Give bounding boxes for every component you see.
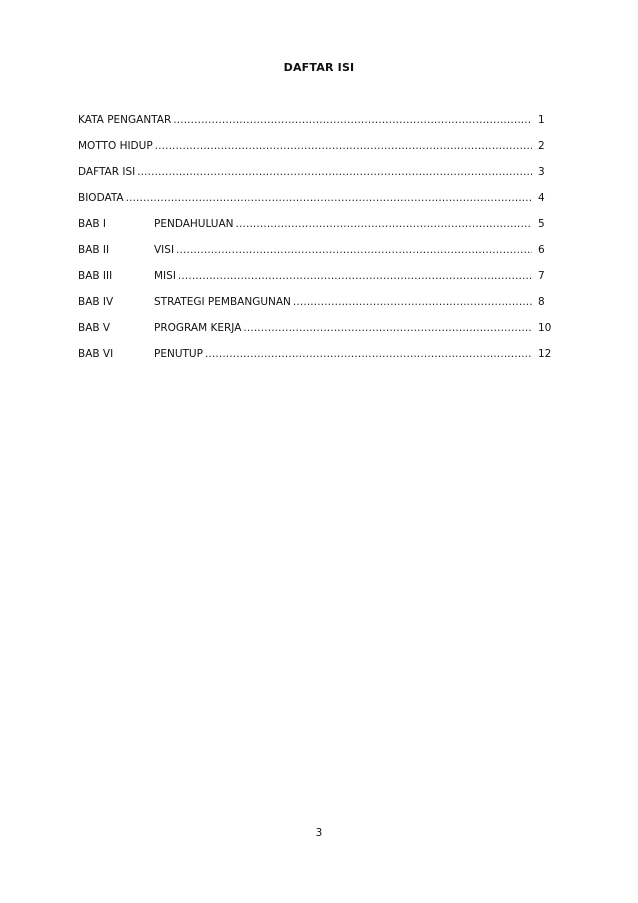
toc-entry-page: 2: [538, 140, 545, 152]
toc-entry-page: 1: [538, 114, 545, 126]
toc-entry-label: MOTTO HIDUP: [78, 140, 153, 152]
toc-entry-page: 7: [538, 270, 545, 282]
toc-entry-page: 6: [538, 244, 545, 256]
toc-entry-page: 10: [538, 322, 552, 334]
toc-entry-label: PENDAHULUAN: [154, 218, 234, 230]
dot-leader: [176, 242, 532, 258]
toc-entry-page: 5: [538, 218, 545, 230]
toc-entry-chapter: BAB IV: [78, 296, 114, 308]
dot-leader: [293, 294, 532, 310]
toc-entry-label: BIODATA: [78, 192, 124, 204]
toc-entry-chapter: BAB I: [78, 218, 107, 230]
dot-leader: [137, 164, 532, 180]
dot-leader: [173, 112, 532, 128]
toc-entry-label: MISI: [154, 270, 176, 282]
toc-entry-chapter: BAB V: [78, 322, 111, 334]
toc-entry-page: 8: [538, 296, 545, 308]
toc-entry-page: 3: [538, 166, 545, 178]
toc-entry-chapter: BAB III: [78, 270, 113, 282]
dot-leader: [243, 320, 532, 336]
toc-entry-chapter: BAB VI: [78, 348, 114, 360]
toc-entry-page: 12: [538, 348, 552, 360]
dot-leader: [178, 268, 532, 284]
dot-leader: [155, 138, 532, 154]
toc-entry-daftar-isi[interactable]: [78, 164, 558, 180]
toc-entry-bab-1[interactable]: [78, 216, 558, 232]
toc-entry-bab-4[interactable]: [78, 294, 558, 310]
toc-entry-page: 4: [538, 192, 545, 204]
page-number-footer: 3: [315, 827, 323, 839]
page-title: DAFTAR ISI: [283, 61, 355, 74]
dot-leader: [205, 346, 532, 362]
toc-entry-chapter: BAB II: [78, 244, 110, 256]
toc-entry-bab-2[interactable]: [78, 242, 558, 258]
dot-leader: [126, 190, 532, 206]
toc-entry-label: PROGRAM KERJA: [154, 322, 242, 334]
toc-entry-label: STRATEGI PEMBANGUNAN: [154, 296, 291, 308]
toc-entry-bab-5[interactable]: [78, 320, 558, 336]
toc-entry-label: DAFTAR ISI: [78, 166, 136, 178]
toc-entry-label: PENUTUP: [154, 348, 203, 360]
toc-entry-bab-6[interactable]: [78, 346, 558, 362]
toc-entry-bab-3[interactable]: [78, 268, 558, 284]
toc-entry-biodata[interactable]: [78, 190, 558, 206]
toc-entry-motto-hidup[interactable]: [78, 138, 558, 154]
toc-entry-label: VISI: [154, 244, 175, 256]
toc-entry-label: KATA PENGANTAR: [78, 114, 172, 126]
toc-entry-kata-pengantar[interactable]: [78, 112, 558, 128]
dot-leader: [236, 216, 532, 232]
